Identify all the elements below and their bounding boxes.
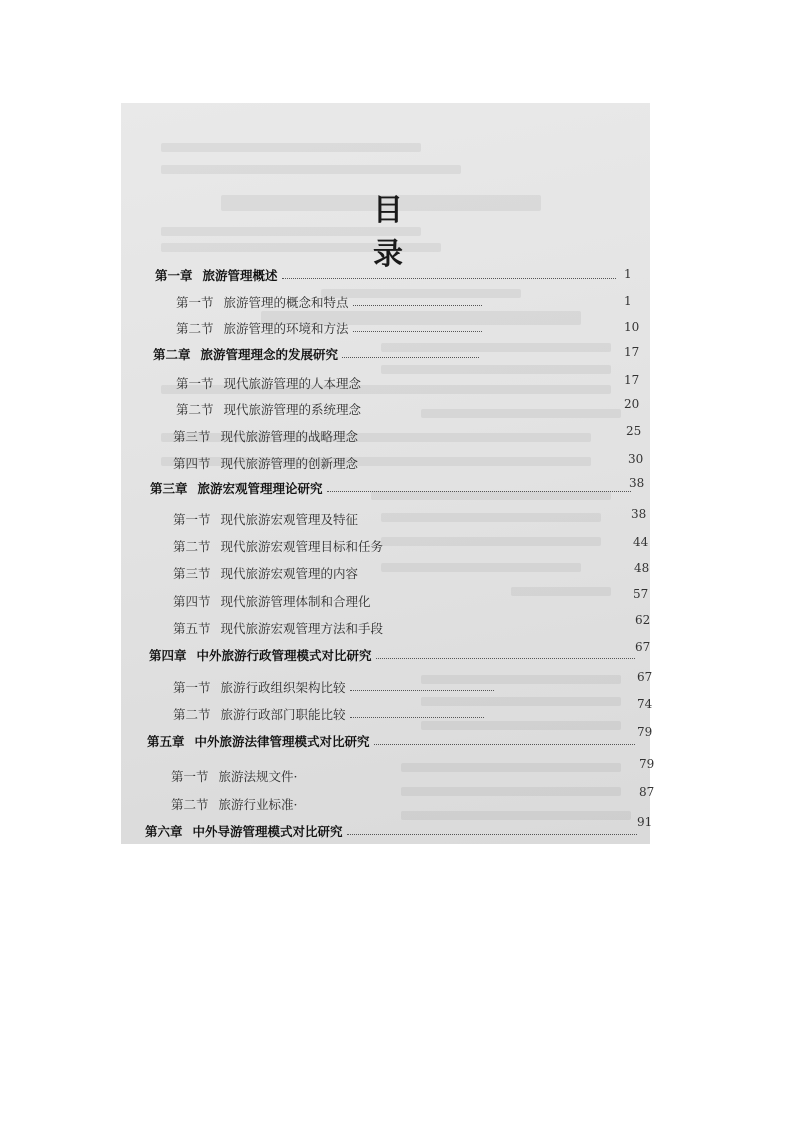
dot-leader (327, 490, 631, 492)
section-page-number: 44 (633, 535, 649, 549)
section-page-number: 38 (631, 507, 647, 521)
section-title: 现代旅游管理的系统理念 (223, 402, 362, 417)
section-number: 第一节 (171, 769, 209, 784)
chapter-number: 第三章 (150, 481, 188, 496)
dot-leader (347, 833, 637, 835)
chapter-page-number: 38 (629, 476, 645, 490)
section-title: 现代旅游管理的创新理念 (220, 456, 359, 471)
toc-section-2-2[interactable] (176, 399, 376, 419)
section-title: 现代旅游宏观管理方法和手段 (220, 621, 384, 636)
dot-leader (374, 743, 635, 745)
toc-section-3-5[interactable] (173, 618, 433, 638)
chapter-title: 旅游宏观管理理论研究 (197, 481, 323, 496)
section-title: 现代旅游宏观管理目标和任务 (220, 539, 384, 554)
section-page-number: 17 (624, 373, 640, 387)
section-title: 旅游行政组织架构比较 (220, 680, 346, 695)
toc-photo (121, 103, 655, 844)
toc-section-5-2[interactable] (171, 794, 351, 814)
section-page-number: 74 (637, 697, 653, 711)
chapter-title: 旅游管理概述 (202, 268, 278, 283)
section-title: 旅游行政部门职能比较 (220, 707, 346, 722)
chapter-number: 第五章 (147, 734, 185, 749)
chapter-page-number: 91 (637, 815, 653, 829)
section-page-number: 79 (639, 757, 655, 771)
section-page-number: 67 (637, 670, 653, 684)
section-number: 第四节 (173, 594, 211, 609)
toc-section-3-4[interactable] (173, 591, 413, 611)
chapter-title: 旅游管理理念的发展研究 (200, 347, 339, 362)
chapter-number: 第一章 (155, 268, 193, 283)
section-number: 第五节 (173, 621, 211, 636)
chapter-title: 中外导游管理模式对比研究 (192, 824, 343, 839)
section-title: 现代旅游宏观管理及特征 (220, 512, 359, 527)
chapter-page-number: 67 (635, 640, 651, 654)
section-number: 第一节 (173, 680, 211, 695)
section-number: 第二节 (171, 797, 209, 812)
toc-section-2-1[interactable] (176, 373, 376, 393)
chapter-number: 第二章 (153, 347, 191, 362)
section-number: 第四节 (173, 456, 211, 471)
chapter-title: 中外旅游行政管理模式对比研究 (196, 648, 372, 663)
section-title: 旅游管理的概念和特点 (223, 295, 349, 310)
section-number: 第二节 (176, 321, 214, 336)
chapter-number: 第六章 (145, 824, 183, 839)
section-page-number: 30 (628, 452, 644, 466)
section-title: 现代旅游管理的战略理念 (220, 429, 359, 444)
chapter-page-number: 17 (624, 345, 640, 359)
dot-leader (282, 277, 616, 279)
section-title: 旅游行业标准· (218, 797, 298, 812)
toc-chapter-1[interactable] (155, 265, 620, 285)
section-page-number: 48 (634, 561, 650, 575)
section-title: 现代旅游宏观管理的内容 (220, 566, 359, 581)
dot-leader (342, 356, 479, 358)
section-title: 旅游法规文件· (218, 769, 298, 784)
toc-chapter-2[interactable] (153, 344, 483, 364)
section-number: 第一节 (176, 295, 214, 310)
section-number: 第三节 (173, 429, 211, 444)
toc-section-3-2[interactable] (173, 536, 413, 556)
toc-section-4-1[interactable] (173, 677, 498, 697)
dot-leader (353, 330, 482, 332)
section-number: 第一节 (173, 512, 211, 527)
section-number: 第二节 (173, 707, 211, 722)
chapter-page-number: 1 (624, 267, 632, 281)
dot-leader (350, 716, 484, 718)
toc-chapter-5[interactable] (147, 731, 639, 751)
chapter-page-number: 79 (637, 725, 653, 739)
section-page-number: 87 (639, 785, 655, 799)
toc-section-2-4[interactable] (173, 453, 393, 473)
toc-chapter-3[interactable] (150, 478, 635, 498)
section-page-number: 10 (624, 320, 640, 334)
section-number: 第三节 (173, 566, 211, 581)
section-number: 第二节 (173, 539, 211, 554)
section-page-number: 1 (624, 294, 632, 308)
section-page-number: 62 (635, 613, 651, 627)
section-title: 现代旅游管理体制和合理化 (220, 594, 371, 609)
toc-section-4-2[interactable] (173, 704, 488, 724)
toc-chapter-6[interactable] (145, 821, 641, 841)
toc-section-3-3[interactable] (173, 563, 393, 583)
dot-leader (350, 689, 494, 691)
toc-section-5-1[interactable] (171, 766, 351, 786)
toc-section-1-1[interactable] (176, 292, 486, 312)
toc-chapter-4[interactable] (149, 645, 639, 665)
section-page-number: 25 (626, 424, 642, 438)
chapter-number: 第四章 (149, 648, 187, 663)
section-page-number: 20 (624, 397, 640, 411)
toc-section-2-3[interactable] (173, 426, 373, 446)
toc-section-3-1[interactable] (173, 509, 393, 529)
section-title: 现代旅游管理的人本理念 (223, 376, 362, 391)
toc-title: 目 录 (373, 193, 419, 272)
toc-section-1-2[interactable] (176, 318, 486, 338)
dot-leader (353, 304, 482, 306)
section-number: 第二节 (176, 402, 214, 417)
section-page-number: 57 (633, 587, 649, 601)
section-number: 第一节 (176, 376, 214, 391)
section-title: 旅游管理的环境和方法 (223, 321, 349, 336)
chapter-title: 中外旅游法律管理模式对比研究 (194, 734, 370, 749)
dot-leader (376, 657, 635, 659)
